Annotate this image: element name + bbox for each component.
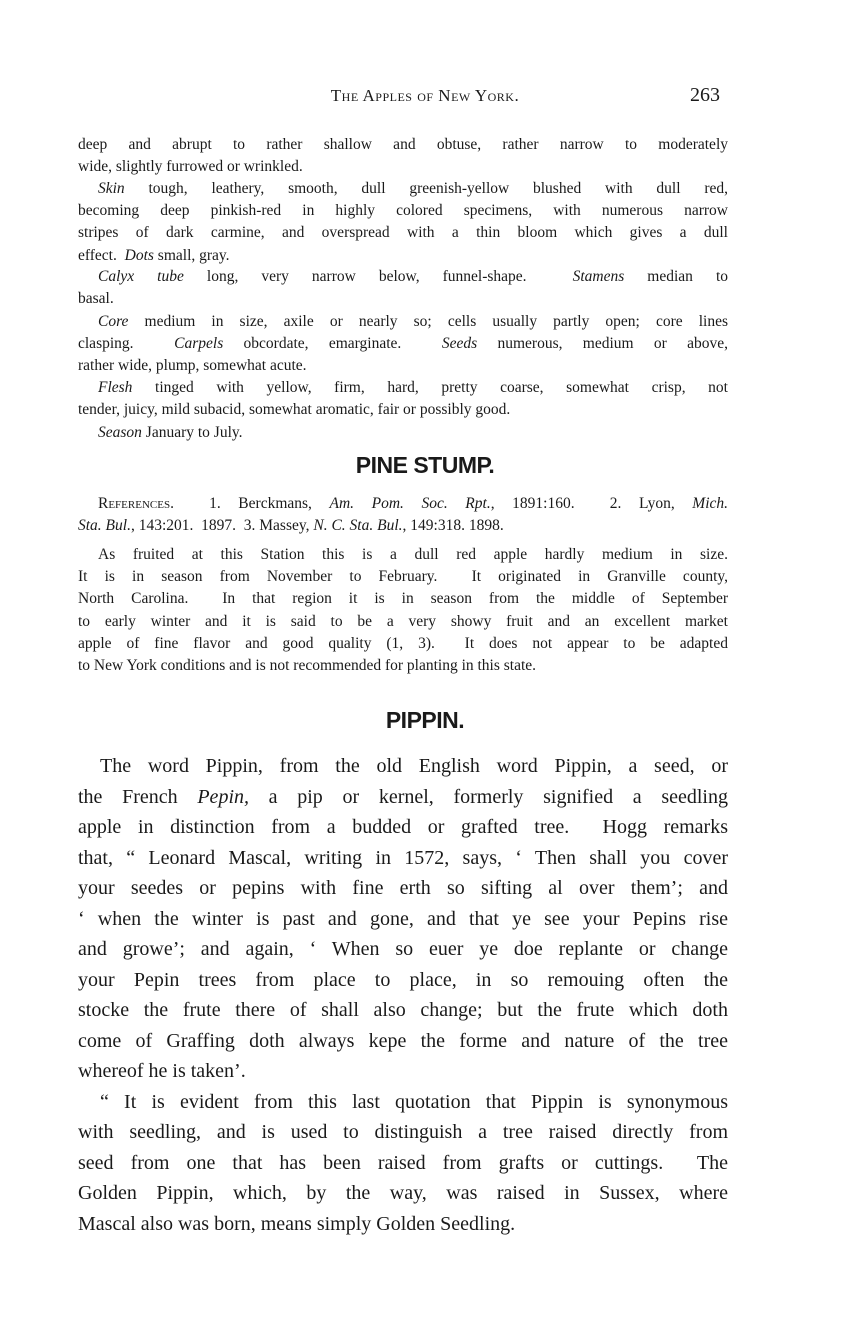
text-run: median to [624, 268, 728, 285]
text-run: North Carolina. In that region it is in season from the middle of September [78, 590, 728, 608]
text-run: stocke the frute there of shall also change; but the frute which doth [78, 999, 728, 1021]
text-run: whereof he is taken’. [78, 1060, 246, 1082]
text-run: , 149:318. 1898. [402, 517, 504, 534]
text-run: , 143:201. 1897. 3. Massey, [130, 517, 314, 534]
text-line [78, 179, 728, 199]
text-run: seed from one that has been raised from grafts or cuttings. The [78, 1151, 728, 1174]
section-title-pine-stump: PINE STUMP. [355, 452, 495, 478]
text-run: ‘ when the winter is past and gone, and that ye see your Pepins rise [78, 907, 728, 930]
text-line [78, 356, 728, 376]
text-run: the French [78, 785, 198, 808]
text-line [78, 157, 728, 177]
text-run: medium in size, axile or nearly so; cells usually partly open; core lines [128, 313, 728, 330]
italic-term: Carpels [174, 335, 224, 353]
text-line [78, 1027, 728, 1055]
text-run: apple of fine flavor and good quality (1, 3). It does not appear to be adapted [78, 634, 728, 652]
text-line [78, 400, 728, 420]
italic-term: Dots [124, 246, 154, 264]
text-run: Mascal also was born, means simply Golden Seedling. [78, 1212, 516, 1235]
text-line [78, 612, 728, 632]
text-line [78, 1210, 728, 1238]
italic-term: Pepin, [197, 785, 249, 808]
text-line [78, 545, 728, 565]
italic-term: Core [98, 313, 129, 330]
page-number: 263 [690, 84, 720, 106]
text-run: tinged with yellow, firm, hard, pretty coarse, somewhat crisp, not [132, 379, 728, 396]
text-run: tender, juicy, mild subacid, somewhat aromatic, fair or possibly good. [78, 401, 511, 419]
text-line [78, 996, 728, 1024]
text-line [78, 634, 728, 654]
italic-term: Stamens [572, 268, 625, 285]
italic-term: N. C. Sta. Bul. [313, 517, 403, 534]
italic-term: Am. Pom. Soc. Rpt. [329, 495, 491, 512]
text-run: 1. Berckmans, [173, 495, 330, 512]
text-run: effect. [78, 246, 125, 264]
text-line [78, 223, 728, 243]
text-line [78, 289, 728, 309]
text-line [78, 589, 728, 609]
text-run: deep and abrupt to rather shallow and obtuse, rather narrow to moderately [78, 136, 728, 153]
text-line [78, 874, 728, 902]
text-run: January to July. [141, 424, 243, 441]
section-title-pippin: PIPPIN. [385, 707, 465, 733]
text-run: long, very narrow below, funnel-shape. [183, 268, 573, 285]
text-line [78, 905, 728, 933]
italic-term: Mich. [692, 495, 729, 512]
text-run: and growe’; and again, ‘ When so euer ye doe replante or change [78, 938, 728, 960]
text-run: References. [98, 495, 174, 512]
text-line [78, 378, 728, 398]
text-line [78, 1179, 728, 1207]
text-run: As fruited at this Station this is a dull red apple hardly medium in size. [98, 546, 728, 563]
text-run: small, gray. [153, 246, 230, 264]
text-run: a pip or kernel, formerly signified a seedling [249, 785, 728, 808]
text-line [78, 423, 728, 443]
text-line [78, 334, 728, 354]
italic-term: Seeds [441, 335, 478, 353]
text-line [78, 656, 728, 676]
italic-term: Sta. Bul. [78, 517, 131, 534]
text-run: to early winter and it is said to be a very showy fruit and an excellent market [78, 612, 728, 630]
text-run: obcordate, emarginate. [223, 335, 442, 353]
text-line [78, 246, 728, 266]
text-run: tough, leathery, smooth, dull greenish-yellow blushed with dull red, [124, 180, 728, 197]
text-run: , 1891:160. 2. Lyon, [490, 495, 693, 512]
text-line [78, 494, 728, 514]
text-run: It is in season from November to February. It originated in Granville county, [78, 568, 728, 586]
italic-term: Skin [98, 180, 125, 197]
text-line [78, 267, 728, 287]
text-run: your Pepin trees from place to place, in so remouing often the [78, 968, 728, 991]
italic-term: Flesh [98, 379, 133, 396]
text-run: numerous, medium or above, [477, 335, 728, 353]
text-line [78, 1118, 728, 1146]
text-run: Golden Pippin, which, by the way, was raised in Sussex, where [78, 1182, 728, 1205]
text-line [78, 783, 728, 811]
text-line [78, 567, 728, 587]
text-line [78, 1149, 728, 1177]
text-line [78, 966, 728, 994]
running-title: The Apples of New York. [330, 86, 520, 105]
text-line [78, 1057, 728, 1085]
italic-term: Season [98, 424, 142, 441]
text-run: come of Graffing doth always kepe the forme and nature of the tree [78, 1029, 728, 1052]
text-run: wide, slightly furrowed or wrinkled. [78, 158, 303, 176]
text-run: your seedes or pepins with fine erth so sifting al over them’; and [78, 877, 728, 899]
text-line [78, 516, 728, 536]
text-run: stripes of dark carmine, and overspread with a thin bloom which gives a dull [78, 224, 728, 242]
text-line [78, 752, 728, 780]
text-run: rather wide, plump, somewhat acute. [78, 357, 307, 375]
text-run: “ It is evident from this last quotation that Pippin is synonymous [100, 1091, 728, 1113]
text-line [78, 312, 728, 332]
text-run: becoming deep pinkish-red in highly colored specimens, with numerous narrow [78, 202, 728, 220]
text-line [78, 935, 728, 963]
text-run: that, “ Leonard Mascal, writing in 1572, says, ‘ Then shall you cover [78, 846, 728, 869]
text-line [78, 201, 728, 221]
text-line [78, 813, 728, 841]
text-line [78, 135, 728, 155]
text-line [78, 844, 728, 872]
italic-term: Calyx tube [98, 268, 184, 285]
text-run: basal. [78, 290, 114, 308]
text-run: clasping. [78, 335, 175, 353]
text-run: apple in distinction from a budded or grafted tree. Hogg remarks [78, 816, 728, 838]
text-run: to New York conditions and is not recommended for planting in this state. [78, 657, 537, 674]
text-run: The word Pippin, from the old English word Pippin, a seed, or [100, 755, 728, 777]
text-run: with seedling, and is used to distinguish a tree raised directly from [78, 1121, 728, 1144]
text-line [78, 1088, 728, 1116]
